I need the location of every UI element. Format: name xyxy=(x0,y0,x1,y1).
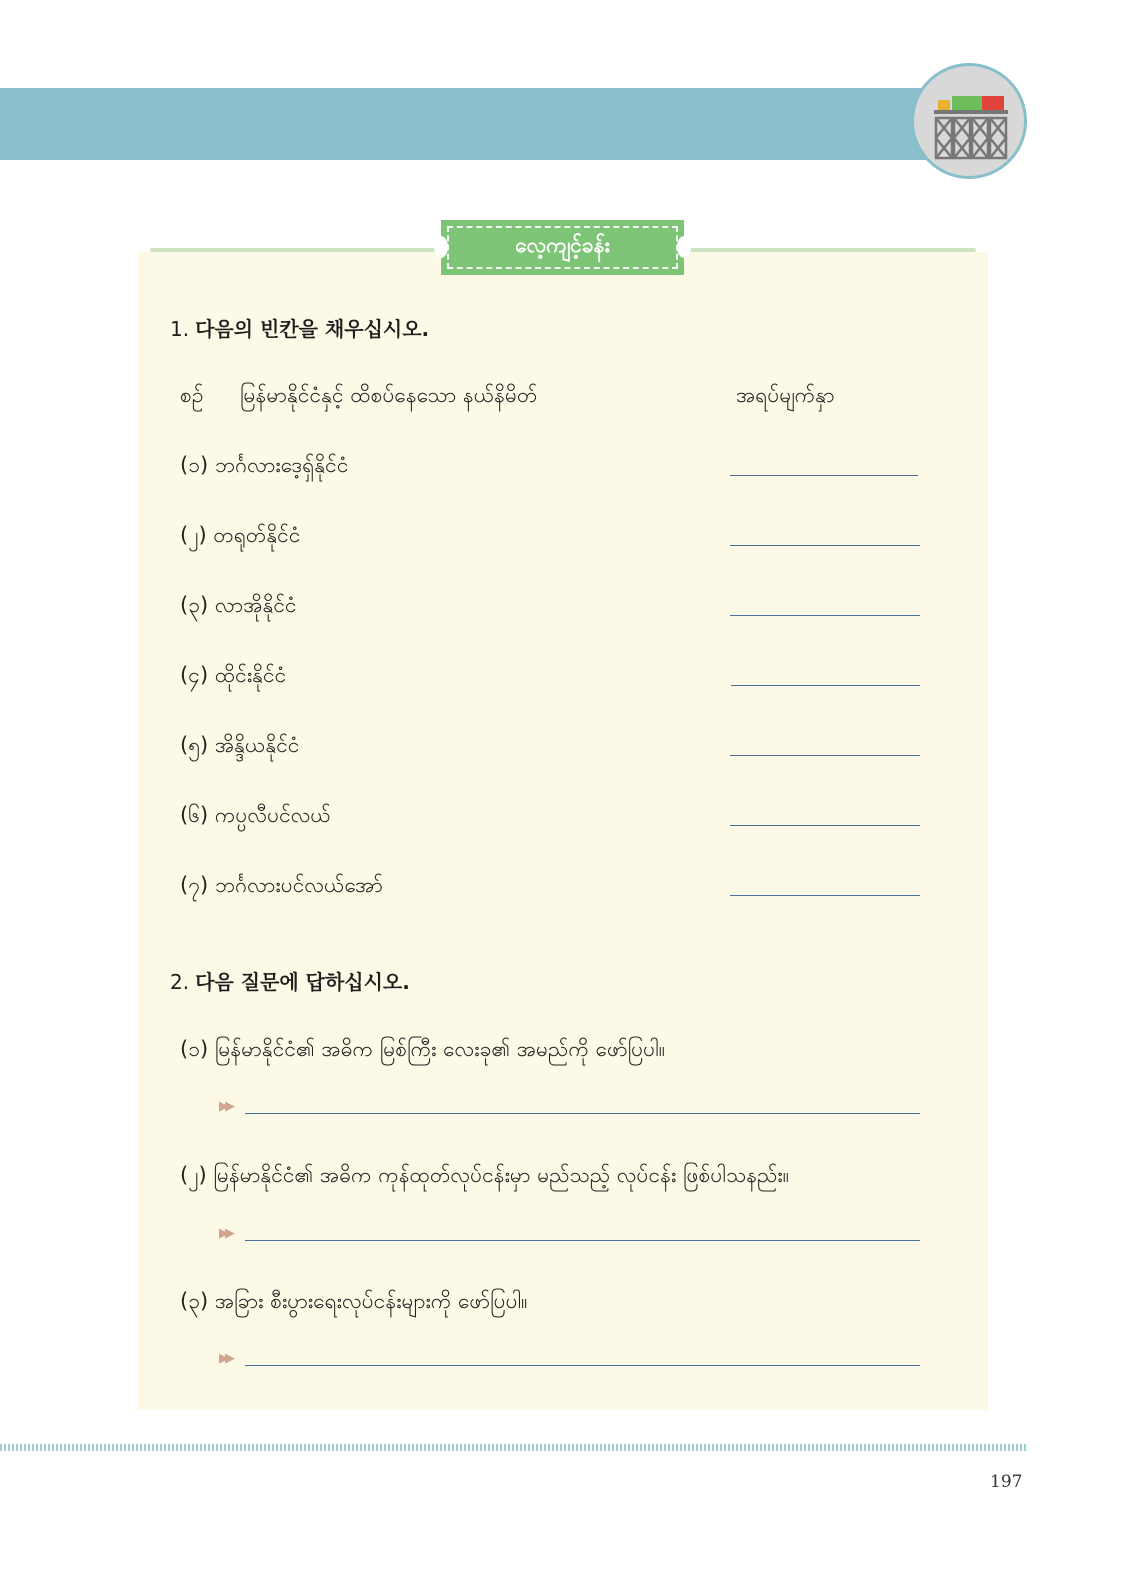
badge-title: လေ့ကျင့်ခန်း xyxy=(447,226,678,269)
column-header-border: မြန်မာနိုင်ငံနှင့် ထိစပ်နေသော နယ်နိမိတ် xyxy=(240,383,538,407)
direction-blank-7[interactable] xyxy=(730,895,920,896)
badge-notch-left xyxy=(434,236,448,258)
exercise-badge xyxy=(441,220,684,275)
question-1-number: 1. xyxy=(170,317,190,341)
border-item-7: (၇) ဘင်္ဂလားပင်လယ်အော် xyxy=(180,873,383,897)
answer-arrow-1-icon: ▶▶ xyxy=(219,1099,231,1114)
column-header-number: စဉ် xyxy=(180,383,204,407)
direction-blank-5[interactable] xyxy=(730,755,920,756)
badge-notch-right xyxy=(677,236,691,258)
question-2-number: 2. xyxy=(170,970,190,994)
answer-line-1[interactable] xyxy=(245,1113,920,1114)
answer-arrow-3-icon: ▶▶ xyxy=(219,1351,231,1366)
direction-blank-3[interactable] xyxy=(730,615,920,616)
border-item-3: (၃) လာအိုနိုင်ငံ xyxy=(180,593,297,617)
question-2-item-2: (၂) မြန်မာနိုင်ငံ၏ အဓိက ကုန်ထုတ်လုပ်ငန်းမှာ မည်သည့် လုပ်ငန်း ဖြစ်ပါသနည်း။ xyxy=(180,1163,790,1187)
bridge-emblem-icon xyxy=(911,63,1027,179)
header-band xyxy=(0,88,965,160)
border-item-1: (၁) ဘင်္ဂလားဒေ့ရှ်နိုင်ငံ xyxy=(180,453,349,477)
question-2-item-1: (၁) မြန်မာနိုင်ငံ၏ အဓိက မြစ်ကြီး လေးခု၏ အမည်ကို ဖော်ပြပါ။ xyxy=(180,1037,666,1061)
question-2-item-3: (၃) အခြား စီးပွားရေးလုပ်ငန်းများကို ဖော်ပြပါ။ xyxy=(180,1289,528,1313)
direction-blank-4[interactable] xyxy=(731,685,920,686)
answer-arrow-2-icon: ▶▶ xyxy=(219,1226,231,1241)
question-2-heading xyxy=(170,966,410,995)
question-1-heading xyxy=(170,313,429,342)
direction-blank-2[interactable] xyxy=(730,545,920,546)
border-item-5: (၅) အိန္ဒိယနိုင်ငံ xyxy=(180,733,300,757)
page-number: 197 xyxy=(990,1472,1023,1492)
border-item-6: (၆) ကပ္ပလီပင်လယ် xyxy=(180,803,331,827)
border-item-2: (၂) တရုတ်နိုင်ငံ xyxy=(180,523,301,547)
answer-line-3[interactable] xyxy=(245,1365,920,1366)
question-2-text: 다음 질문에 답하십시오. xyxy=(195,970,410,994)
footer-dotted-rule xyxy=(0,1444,1027,1451)
column-header-direction: အရပ်မျက်နှာ xyxy=(736,383,835,407)
direction-blank-6[interactable] xyxy=(730,825,920,826)
question-1-text: 다음의 빈칸을 채우십시오. xyxy=(195,317,430,341)
direction-blank-1[interactable] xyxy=(730,475,918,476)
answer-line-2[interactable] xyxy=(245,1240,920,1241)
border-item-4: (၄) ထိုင်းနိုင်ငံ xyxy=(180,663,287,687)
